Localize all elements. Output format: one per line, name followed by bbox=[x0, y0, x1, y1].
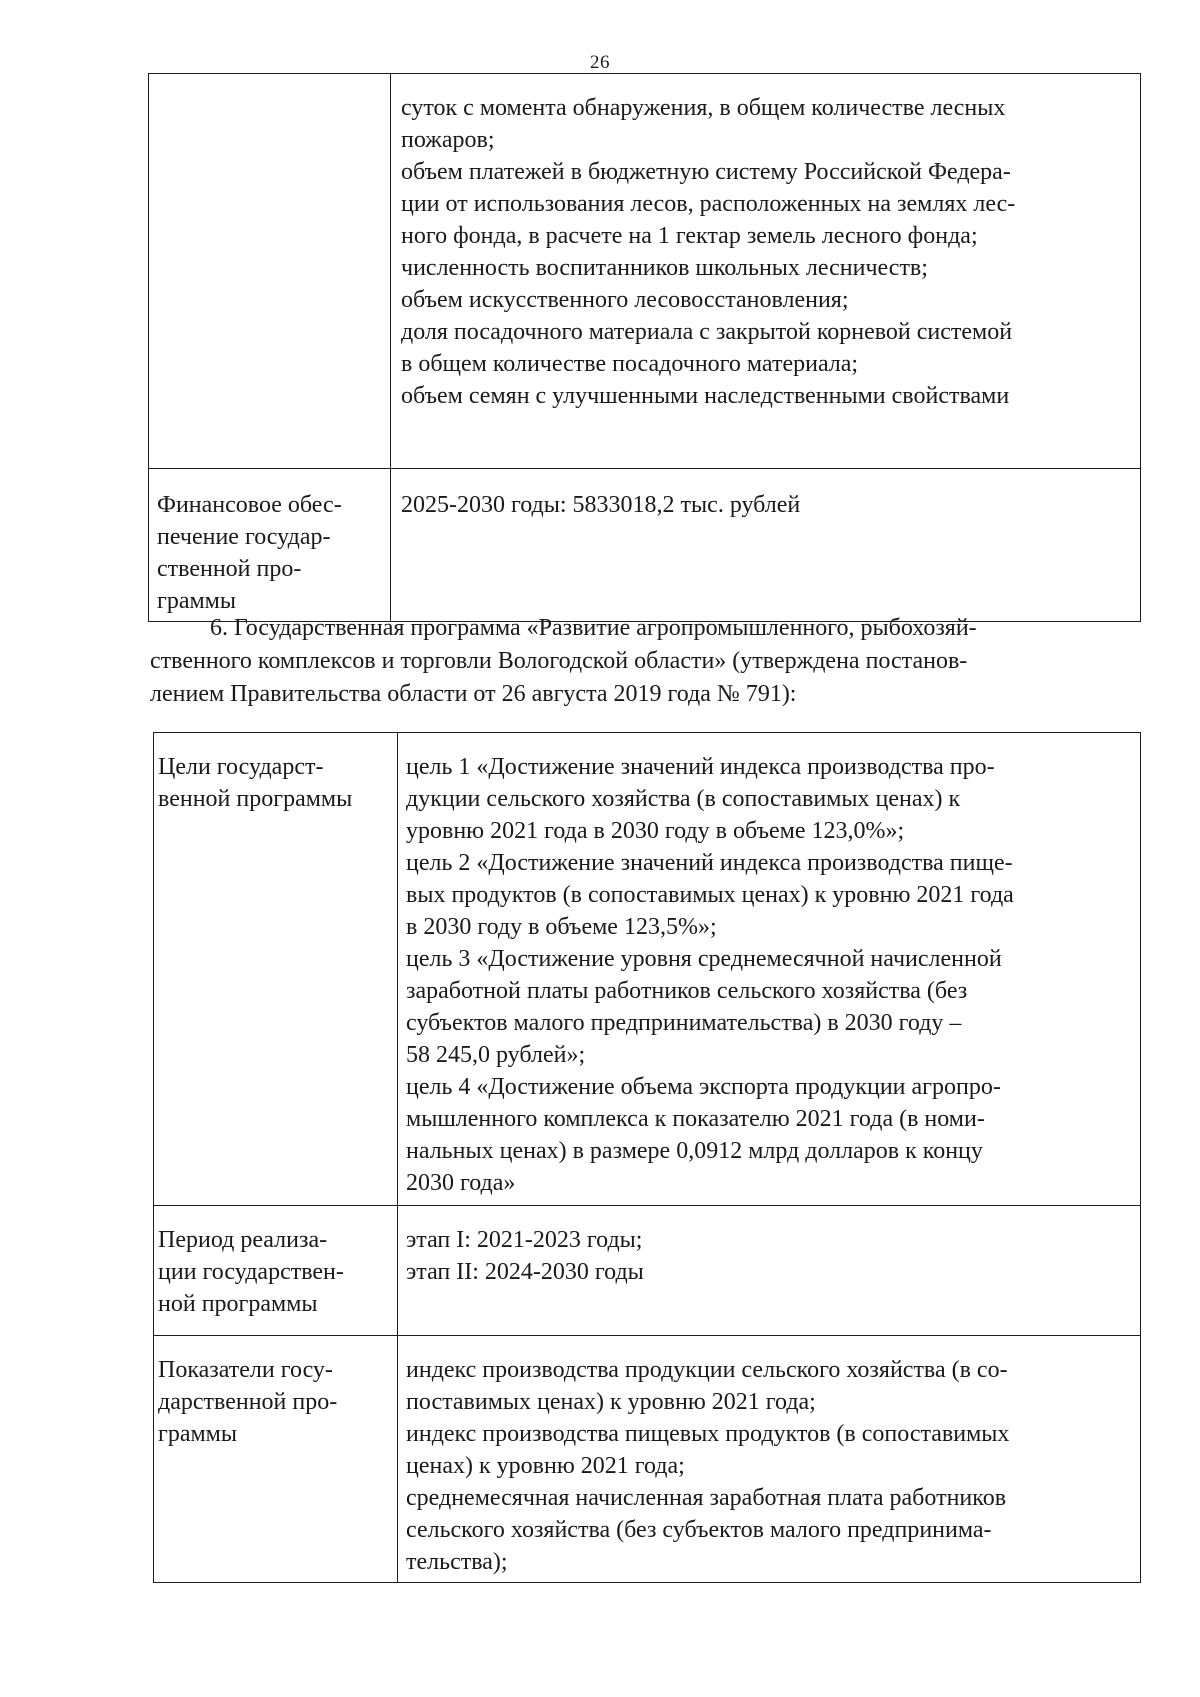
period-value-cell bbox=[398, 1206, 1141, 1336]
text-line: поставимых ценах) к уровню 2021 года; bbox=[406, 1389, 816, 1415]
finance-label-cell bbox=[149, 469, 391, 622]
text-line: ственного комплексов и торговли Вологодской области» (утверждена постанов- bbox=[150, 648, 968, 674]
text-line: объем искусственного лесовосстановления; bbox=[401, 287, 849, 313]
table-row bbox=[154, 733, 1141, 1206]
text-line: 58 245,0 рублей»; bbox=[406, 1042, 586, 1068]
text-line: цель 2 «Достижение значений индекса производства пище- bbox=[406, 850, 1013, 876]
text-line: уровню 2021 года в 2030 году в объеме 123,0%»; bbox=[406, 818, 905, 844]
finance-value: 2025-2030 годы: 5833018,2 тыс. рублей bbox=[401, 492, 801, 518]
indicators-continuation-cell bbox=[391, 74, 1141, 469]
text-line: индекс производства пищевых продуктов (в сопоставимых bbox=[406, 1421, 1010, 1447]
text-line: среднемесячная начисленная заработная плата работников bbox=[406, 1485, 1007, 1511]
text-line: граммы bbox=[157, 588, 236, 614]
indicators-value-cell bbox=[398, 1336, 1141, 1583]
text-line: ного фонда, в расчете на 1 гектар земель лесного фонда; bbox=[401, 223, 978, 249]
section-6-heading-paragraph bbox=[150, 612, 1150, 711]
text-line: цель 1 «Достижение значений индекса производства про- bbox=[406, 754, 995, 780]
page-number: 26 bbox=[590, 52, 610, 73]
text-line: этап II: 2024-2030 годы bbox=[406, 1259, 644, 1285]
text-line: ции государствен- bbox=[158, 1259, 344, 1285]
table-row bbox=[154, 1336, 1141, 1583]
text-line: дукции сельского хозяйства (в сопоставимых ценах) к bbox=[406, 786, 961, 812]
text-line: печение государ- bbox=[157, 524, 331, 550]
text-line: вых продуктов (в сопоставимых ценах) к уровню 2021 года bbox=[406, 882, 1014, 908]
text-line: объем семян с улучшенными наследственными свойствами bbox=[401, 383, 1010, 409]
text-line: Показатели госу- bbox=[158, 1357, 333, 1383]
text-line: ценах) к уровню 2021 года; bbox=[406, 1453, 685, 1479]
text-line: субъектов малого предпринимательства) в 2030 году – bbox=[406, 1010, 962, 1036]
table-row bbox=[149, 74, 1141, 469]
text-line: тельства); bbox=[406, 1549, 508, 1575]
text-line: пожаров; bbox=[401, 127, 495, 153]
text-line: ции от использования лесов, расположенных на землях лес- bbox=[401, 191, 1016, 217]
goals-value-cell bbox=[398, 733, 1141, 1206]
text-line: лением Правительства области от 26 августа 2019 года № 791): bbox=[150, 681, 797, 707]
text-line: суток с момента обнаружения, в общем количестве лесных bbox=[401, 95, 1006, 121]
text-line: 2030 года» bbox=[406, 1170, 516, 1196]
text-line: цель 4 «Достижение объема экспорта продукции агропро- bbox=[406, 1074, 1001, 1100]
text-line: сельского хозяйства (без субъектов малого предпринима- bbox=[406, 1517, 992, 1543]
table-cell-empty-label bbox=[149, 74, 391, 469]
text-line: Цели государст- bbox=[158, 754, 324, 780]
text-line: заработной платы работников сельского хозяйства (без bbox=[406, 978, 968, 1004]
program-5-passport-table bbox=[148, 73, 1141, 622]
text-line: мышленного комплекса к показателю 2021 года (в номи- bbox=[406, 1106, 985, 1132]
text-line: объем платежей в бюджетную систему Российской Федера- bbox=[401, 159, 1011, 185]
goals-label-cell bbox=[154, 733, 398, 1206]
text-line: численность воспитанников школьных лесничеств; bbox=[401, 255, 928, 281]
text-line: нальных ценах) в размере 0,0912 млрд долларов к концу bbox=[406, 1138, 983, 1164]
text-line: индекс производства продукции сельского хозяйства (в со- bbox=[406, 1357, 1008, 1383]
program-6-passport-table bbox=[153, 732, 1141, 1583]
text-line: ственной про- bbox=[157, 556, 302, 582]
text-line: этап I: 2021-2023 годы; bbox=[406, 1227, 643, 1253]
text-line: в общем количестве посадочного материала; bbox=[401, 351, 859, 377]
text-line: в 2030 году в объеме 123,5%»; bbox=[406, 914, 717, 940]
text-line: Финансовое обес- bbox=[157, 492, 342, 518]
text-line: дарственной про- bbox=[158, 1389, 338, 1415]
table-row bbox=[149, 469, 1141, 622]
finance-value-cell bbox=[391, 469, 1141, 622]
text-line: цель 3 «Достижение уровня среднемесячной начисленной bbox=[406, 946, 1002, 972]
indicators-label-cell bbox=[154, 1336, 398, 1583]
text-line: доля посадочного материала с закрытой корневой системой bbox=[401, 319, 1013, 345]
table-row bbox=[154, 1206, 1141, 1336]
text-line: граммы bbox=[158, 1421, 237, 1447]
text-line: Период реализа- bbox=[158, 1227, 328, 1253]
text-line: венной программы bbox=[158, 786, 353, 812]
text-line: 6. Государственная программа «Развитие агропромышленного, рыбохозяй- bbox=[210, 615, 977, 641]
text-line: ной программы bbox=[158, 1291, 318, 1317]
period-label-cell bbox=[154, 1206, 398, 1336]
